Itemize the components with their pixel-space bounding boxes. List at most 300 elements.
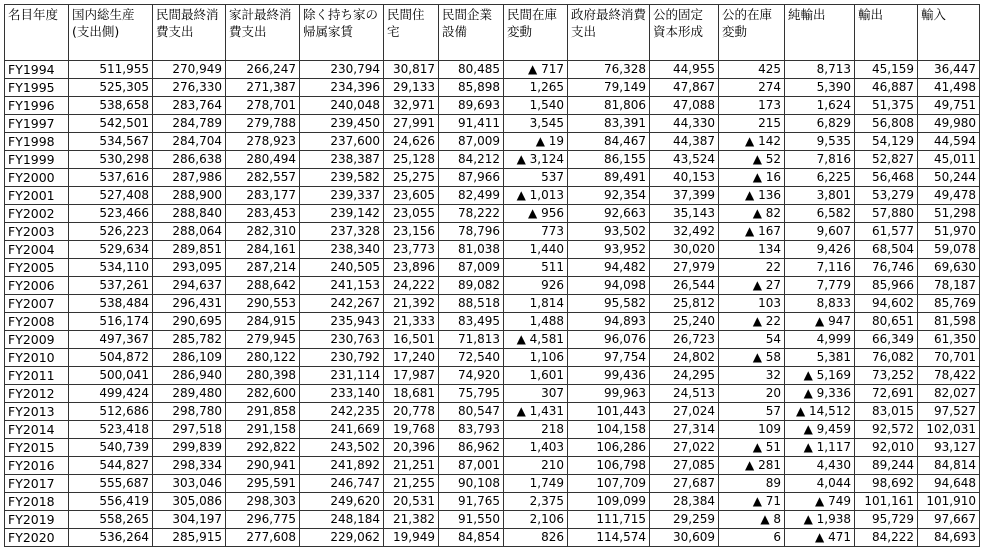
value-cell[interactable]: 111,715	[568, 511, 650, 529]
value-cell[interactable]: 69,630	[918, 259, 980, 277]
value-cell[interactable]: ▲ 142	[719, 133, 785, 151]
value-cell[interactable]: 516,174	[69, 313, 153, 331]
value-cell[interactable]: ▲ 14,512	[785, 403, 855, 421]
value-cell[interactable]: 109	[719, 421, 785, 439]
value-cell[interactable]: 231,114	[300, 367, 384, 385]
value-cell[interactable]: 54	[719, 331, 785, 349]
value-cell[interactable]: 523,466	[69, 205, 153, 223]
value-cell[interactable]: 523,418	[69, 421, 153, 439]
value-cell[interactable]: 289,851	[153, 241, 226, 259]
value-cell[interactable]: 81,806	[568, 97, 650, 115]
value-cell[interactable]: 530,298	[69, 151, 153, 169]
value-cell[interactable]: 27,314	[650, 421, 719, 439]
value-cell[interactable]: 49,478	[918, 187, 980, 205]
column-header[interactable]: 家計最終消費支出	[226, 5, 300, 61]
value-cell[interactable]: 538,658	[69, 97, 153, 115]
value-cell[interactable]: 83,015	[855, 403, 918, 421]
value-cell[interactable]: ▲ 16	[719, 169, 785, 187]
value-cell[interactable]: 542,501	[69, 115, 153, 133]
value-cell[interactable]: 109,099	[568, 493, 650, 511]
value-cell[interactable]: ▲ 947	[785, 313, 855, 331]
value-cell[interactable]: 26,723	[650, 331, 719, 349]
column-header[interactable]: 国内総生産(支出側)	[69, 5, 153, 61]
value-cell[interactable]: 98,692	[855, 475, 918, 493]
value-cell[interactable]: 59,078	[918, 241, 980, 259]
year-cell[interactable]: FY2017	[5, 475, 69, 493]
value-cell[interactable]: 73,252	[855, 367, 918, 385]
column-header[interactable]: 公的在庫変動	[719, 5, 785, 61]
value-cell[interactable]: 16,501	[384, 331, 439, 349]
value-cell[interactable]: 289,480	[153, 385, 226, 403]
value-cell[interactable]: 91,550	[439, 511, 504, 529]
value-cell[interactable]: 25,812	[650, 295, 719, 313]
year-cell[interactable]: FY2003	[5, 223, 69, 241]
value-cell[interactable]: 6,225	[785, 169, 855, 187]
value-cell[interactable]: 87,001	[439, 457, 504, 475]
value-cell[interactable]: 24,222	[384, 277, 439, 295]
column-header[interactable]: 民間企業設備	[439, 5, 504, 61]
value-cell[interactable]: 21,392	[384, 295, 439, 313]
value-cell[interactable]: 56,808	[855, 115, 918, 133]
value-cell[interactable]: 86,962	[439, 439, 504, 457]
value-cell[interactable]: 21,251	[384, 457, 439, 475]
value-cell[interactable]: 29,133	[384, 79, 439, 97]
value-cell[interactable]: 21,333	[384, 313, 439, 331]
value-cell[interactable]: 536,264	[69, 529, 153, 547]
value-cell[interactable]: 30,020	[650, 241, 719, 259]
value-cell[interactable]: ▲ 3,124	[504, 151, 568, 169]
year-cell[interactable]: FY2019	[5, 511, 69, 529]
value-cell[interactable]: 298,303	[226, 493, 300, 511]
value-cell[interactable]: 32	[719, 367, 785, 385]
value-cell[interactable]: 37,399	[650, 187, 719, 205]
value-cell[interactable]: 54,129	[855, 133, 918, 151]
value-cell[interactable]: 276,330	[153, 79, 226, 97]
value-cell[interactable]: 28,384	[650, 493, 719, 511]
value-cell[interactable]: 20,778	[384, 403, 439, 421]
value-cell[interactable]: 280,122	[226, 349, 300, 367]
value-cell[interactable]: 173	[719, 97, 785, 115]
value-cell[interactable]: 270,949	[153, 61, 226, 79]
value-cell[interactable]: 78,222	[439, 205, 504, 223]
value-cell[interactable]: 86,155	[568, 151, 650, 169]
column-header[interactable]: 民間住宅	[384, 5, 439, 61]
value-cell[interactable]: 53,279	[855, 187, 918, 205]
value-cell[interactable]: 87,009	[439, 259, 504, 277]
value-cell[interactable]: 21,255	[384, 475, 439, 493]
value-cell[interactable]: 24,626	[384, 133, 439, 151]
value-cell[interactable]: ▲ 471	[785, 529, 855, 547]
value-cell[interactable]: 3,801	[785, 187, 855, 205]
value-cell[interactable]: 1,488	[504, 313, 568, 331]
value-cell[interactable]: 284,704	[153, 133, 226, 151]
value-cell[interactable]: 304,197	[153, 511, 226, 529]
value-cell[interactable]: 277,608	[226, 529, 300, 547]
value-cell[interactable]: 107,709	[568, 475, 650, 493]
value-cell[interactable]: 27,979	[650, 259, 719, 277]
value-cell[interactable]: 3,545	[504, 115, 568, 133]
value-cell[interactable]: 215	[719, 115, 785, 133]
value-cell[interactable]: 83,793	[439, 421, 504, 439]
value-cell[interactable]: 534,567	[69, 133, 153, 151]
value-cell[interactable]: 25,275	[384, 169, 439, 187]
value-cell[interactable]: 45,159	[855, 61, 918, 79]
value-cell[interactable]: 280,398	[226, 367, 300, 385]
value-cell[interactable]: 537,616	[69, 169, 153, 187]
value-cell[interactable]: 299,839	[153, 439, 226, 457]
value-cell[interactable]: 241,153	[300, 277, 384, 295]
value-cell[interactable]: 93,127	[918, 439, 980, 457]
value-cell[interactable]: 218	[504, 421, 568, 439]
value-cell[interactable]: 291,858	[226, 403, 300, 421]
column-header[interactable]: 輸入	[918, 5, 980, 61]
value-cell[interactable]: 96,076	[568, 331, 650, 349]
value-cell[interactable]: 44,955	[650, 61, 719, 79]
value-cell[interactable]: 49,980	[918, 115, 980, 133]
value-cell[interactable]: 27,687	[650, 475, 719, 493]
value-cell[interactable]: 17,987	[384, 367, 439, 385]
value-cell[interactable]: 6,582	[785, 205, 855, 223]
year-cell[interactable]: FY2018	[5, 493, 69, 511]
value-cell[interactable]: 40,153	[650, 169, 719, 187]
value-cell[interactable]: 504,872	[69, 349, 153, 367]
value-cell[interactable]: 286,940	[153, 367, 226, 385]
value-cell[interactable]: ▲ 19	[504, 133, 568, 151]
value-cell[interactable]: 44,330	[650, 115, 719, 133]
value-cell[interactable]: 230,794	[300, 61, 384, 79]
value-cell[interactable]: 23,896	[384, 259, 439, 277]
value-cell[interactable]: 239,142	[300, 205, 384, 223]
value-cell[interactable]: ▲ 167	[719, 223, 785, 241]
value-cell[interactable]: 68,504	[855, 241, 918, 259]
value-cell[interactable]: 23,156	[384, 223, 439, 241]
value-cell[interactable]: 1,440	[504, 241, 568, 259]
value-cell[interactable]: 248,184	[300, 511, 384, 529]
value-cell[interactable]: 90,108	[439, 475, 504, 493]
value-cell[interactable]: 1,749	[504, 475, 568, 493]
value-cell[interactable]: 106,286	[568, 439, 650, 457]
value-cell[interactable]: 298,780	[153, 403, 226, 421]
value-cell[interactable]: 926	[504, 277, 568, 295]
value-cell[interactable]: 70,701	[918, 349, 980, 367]
value-cell[interactable]: 297,518	[153, 421, 226, 439]
value-cell[interactable]: 4,999	[785, 331, 855, 349]
value-cell[interactable]: 287,214	[226, 259, 300, 277]
column-header[interactable]: 名目年度	[5, 5, 69, 61]
value-cell[interactable]: 537	[504, 169, 568, 187]
value-cell[interactable]: 284,915	[226, 313, 300, 331]
value-cell[interactable]: 239,582	[300, 169, 384, 187]
value-cell[interactable]: 534,110	[69, 259, 153, 277]
value-cell[interactable]: 89,082	[439, 277, 504, 295]
value-cell[interactable]: 239,337	[300, 187, 384, 205]
value-cell[interactable]: 238,387	[300, 151, 384, 169]
value-cell[interactable]: 296,431	[153, 295, 226, 313]
value-cell[interactable]: 35,143	[650, 205, 719, 223]
value-cell[interactable]: 288,642	[226, 277, 300, 295]
value-cell[interactable]: ▲ 9,336	[785, 385, 855, 403]
value-cell[interactable]: 287,986	[153, 169, 226, 187]
value-cell[interactable]: 43,524	[650, 151, 719, 169]
value-cell[interactable]: 30,817	[384, 61, 439, 79]
value-cell[interactable]: 49,751	[918, 97, 980, 115]
value-cell[interactable]: 512,686	[69, 403, 153, 421]
value-cell[interactable]: 32,492	[650, 223, 719, 241]
value-cell[interactable]: 23,605	[384, 187, 439, 205]
column-header[interactable]: 純輸出	[785, 5, 855, 61]
value-cell[interactable]: 92,663	[568, 205, 650, 223]
value-cell[interactable]: 76,328	[568, 61, 650, 79]
value-cell[interactable]: ▲ 717	[504, 61, 568, 79]
value-cell[interactable]: 305,086	[153, 493, 226, 511]
value-cell[interactable]: 80,547	[439, 403, 504, 421]
value-cell[interactable]: 295,591	[226, 475, 300, 493]
value-cell[interactable]: 51,298	[918, 205, 980, 223]
value-cell[interactable]: 4,430	[785, 457, 855, 475]
value-cell[interactable]: 22	[719, 259, 785, 277]
value-cell[interactable]: 99,436	[568, 367, 650, 385]
value-cell[interactable]: 45,011	[918, 151, 980, 169]
value-cell[interactable]: 91,411	[439, 115, 504, 133]
value-cell[interactable]: 92,572	[855, 421, 918, 439]
value-cell[interactable]: 242,235	[300, 403, 384, 421]
value-cell[interactable]: 9,607	[785, 223, 855, 241]
value-cell[interactable]: 6	[719, 529, 785, 547]
value-cell[interactable]: ▲ 4,581	[504, 331, 568, 349]
value-cell[interactable]: 229,062	[300, 529, 384, 547]
value-cell[interactable]: 84,854	[439, 529, 504, 547]
value-cell[interactable]: ▲ 1,013	[504, 187, 568, 205]
value-cell[interactable]: 298,334	[153, 457, 226, 475]
value-cell[interactable]: 30,609	[650, 529, 719, 547]
year-cell[interactable]: FY2007	[5, 295, 69, 313]
value-cell[interactable]: 44,594	[918, 133, 980, 151]
value-cell[interactable]: 243,502	[300, 439, 384, 457]
value-cell[interactable]: 280,494	[226, 151, 300, 169]
value-cell[interactable]: 25,240	[650, 313, 719, 331]
value-cell[interactable]: 78,796	[439, 223, 504, 241]
value-cell[interactable]: 84,693	[918, 529, 980, 547]
value-cell[interactable]: 24,802	[650, 349, 719, 367]
value-cell[interactable]: 7,816	[785, 151, 855, 169]
value-cell[interactable]: 80,485	[439, 61, 504, 79]
value-cell[interactable]: ▲ 1,431	[504, 403, 568, 421]
value-cell[interactable]: 266,247	[226, 61, 300, 79]
value-cell[interactable]: 240,048	[300, 97, 384, 115]
value-cell[interactable]: 23,773	[384, 241, 439, 259]
value-cell[interactable]: 92,354	[568, 187, 650, 205]
value-cell[interactable]: 18,681	[384, 385, 439, 403]
value-cell[interactable]: 82,027	[918, 385, 980, 403]
value-cell[interactable]: 72,540	[439, 349, 504, 367]
value-cell[interactable]: ▲ 5,169	[785, 367, 855, 385]
year-cell[interactable]: FY1996	[5, 97, 69, 115]
year-cell[interactable]: FY2015	[5, 439, 69, 457]
value-cell[interactable]: 78,422	[918, 367, 980, 385]
value-cell[interactable]: 94,098	[568, 277, 650, 295]
value-cell[interactable]: 51,375	[855, 97, 918, 115]
value-cell[interactable]: ▲ 51	[719, 439, 785, 457]
value-cell[interactable]: 544,827	[69, 457, 153, 475]
value-cell[interactable]: 283,764	[153, 97, 226, 115]
value-cell[interactable]: 294,637	[153, 277, 226, 295]
value-cell[interactable]: 290,695	[153, 313, 226, 331]
value-cell[interactable]: 27,022	[650, 439, 719, 457]
value-cell[interactable]: 94,893	[568, 313, 650, 331]
value-cell[interactable]: ▲ 8	[719, 511, 785, 529]
value-cell[interactable]: 93,502	[568, 223, 650, 241]
value-cell[interactable]: ▲ 82	[719, 205, 785, 223]
value-cell[interactable]: 230,792	[300, 349, 384, 367]
value-cell[interactable]: 233,140	[300, 385, 384, 403]
value-cell[interactable]: 17,240	[384, 349, 439, 367]
value-cell[interactable]: ▲ 58	[719, 349, 785, 367]
value-cell[interactable]: 27,085	[650, 457, 719, 475]
year-cell[interactable]: FY2011	[5, 367, 69, 385]
value-cell[interactable]: 104,158	[568, 421, 650, 439]
value-cell[interactable]: 57	[719, 403, 785, 421]
value-cell[interactable]: 94,648	[918, 475, 980, 493]
value-cell[interactable]: 7,779	[785, 277, 855, 295]
value-cell[interactable]: 285,915	[153, 529, 226, 547]
value-cell[interactable]: 291,158	[226, 421, 300, 439]
value-cell[interactable]: 88,518	[439, 295, 504, 313]
value-cell[interactable]: 84,222	[855, 529, 918, 547]
year-cell[interactable]: FY2006	[5, 277, 69, 295]
value-cell[interactable]: 102,031	[918, 421, 980, 439]
value-cell[interactable]: 52,827	[855, 151, 918, 169]
year-cell[interactable]: FY2004	[5, 241, 69, 259]
value-cell[interactable]: 46,887	[855, 79, 918, 97]
column-header[interactable]: 輸出	[855, 5, 918, 61]
value-cell[interactable]: 1,265	[504, 79, 568, 97]
value-cell[interactable]: 1,814	[504, 295, 568, 313]
value-cell[interactable]: 76,082	[855, 349, 918, 367]
value-cell[interactable]: 20,396	[384, 439, 439, 457]
value-cell[interactable]: 81,598	[918, 313, 980, 331]
value-cell[interactable]: ▲ 956	[504, 205, 568, 223]
value-cell[interactable]: 241,669	[300, 421, 384, 439]
value-cell[interactable]: 234,396	[300, 79, 384, 97]
value-cell[interactable]: 27,991	[384, 115, 439, 133]
value-cell[interactable]: 44,387	[650, 133, 719, 151]
value-cell[interactable]: 4,044	[785, 475, 855, 493]
column-header[interactable]: 公的固定資本形成	[650, 5, 719, 61]
value-cell[interactable]: 278,923	[226, 133, 300, 151]
value-cell[interactable]: 89	[719, 475, 785, 493]
value-cell[interactable]: 288,840	[153, 205, 226, 223]
value-cell[interactable]: 61,350	[918, 331, 980, 349]
value-cell[interactable]: ▲ 9,459	[785, 421, 855, 439]
value-cell[interactable]: 558,265	[69, 511, 153, 529]
value-cell[interactable]: 84,814	[918, 457, 980, 475]
value-cell[interactable]: 529,634	[69, 241, 153, 259]
value-cell[interactable]: 2,106	[504, 511, 568, 529]
value-cell[interactable]: 1,106	[504, 349, 568, 367]
value-cell[interactable]: 83,391	[568, 115, 650, 133]
value-cell[interactable]: 91,765	[439, 493, 504, 511]
value-cell[interactable]: 288,900	[153, 187, 226, 205]
value-cell[interactable]: 1,601	[504, 367, 568, 385]
value-cell[interactable]: 235,943	[300, 313, 384, 331]
year-cell[interactable]: FY2009	[5, 331, 69, 349]
column-header[interactable]: 政府最終消費支出	[568, 5, 650, 61]
value-cell[interactable]: 230,763	[300, 331, 384, 349]
value-cell[interactable]: 282,557	[226, 169, 300, 187]
value-cell[interactable]: 74,920	[439, 367, 504, 385]
column-header[interactable]: 民間最終消費支出	[153, 5, 226, 61]
value-cell[interactable]: 92,010	[855, 439, 918, 457]
year-cell[interactable]: FY1999	[5, 151, 69, 169]
value-cell[interactable]: 93,952	[568, 241, 650, 259]
value-cell[interactable]: 555,687	[69, 475, 153, 493]
value-cell[interactable]: 29,259	[650, 511, 719, 529]
value-cell[interactable]: 826	[504, 529, 568, 547]
value-cell[interactable]: 286,109	[153, 349, 226, 367]
year-cell[interactable]: FY2012	[5, 385, 69, 403]
year-cell[interactable]: FY2000	[5, 169, 69, 187]
value-cell[interactable]: 25,128	[384, 151, 439, 169]
value-cell[interactable]: 32,971	[384, 97, 439, 115]
value-cell[interactable]: 8,713	[785, 61, 855, 79]
year-cell[interactable]: FY2014	[5, 421, 69, 439]
value-cell[interactable]: 556,419	[69, 493, 153, 511]
value-cell[interactable]: 240,505	[300, 259, 384, 277]
value-cell[interactable]: 89,491	[568, 169, 650, 187]
value-cell[interactable]: 21,382	[384, 511, 439, 529]
value-cell[interactable]: 293,095	[153, 259, 226, 277]
value-cell[interactable]: 87,009	[439, 133, 504, 151]
value-cell[interactable]: 773	[504, 223, 568, 241]
value-cell[interactable]: 499,424	[69, 385, 153, 403]
value-cell[interactable]: 41,498	[918, 79, 980, 97]
value-cell[interactable]: 271,387	[226, 79, 300, 97]
value-cell[interactable]: 540,739	[69, 439, 153, 457]
value-cell[interactable]: 6,829	[785, 115, 855, 133]
value-cell[interactable]: 238,340	[300, 241, 384, 259]
value-cell[interactable]: 5,390	[785, 79, 855, 97]
value-cell[interactable]: 84,212	[439, 151, 504, 169]
value-cell[interactable]: 237,600	[300, 133, 384, 151]
value-cell[interactable]: 47,867	[650, 79, 719, 97]
value-cell[interactable]: ▲ 281	[719, 457, 785, 475]
column-header[interactable]: 除く持ち家の帰属家賃	[300, 5, 384, 61]
value-cell[interactable]: 19,949	[384, 529, 439, 547]
year-cell[interactable]: FY2005	[5, 259, 69, 277]
value-cell[interactable]: 24,295	[650, 367, 719, 385]
value-cell[interactable]: 274	[719, 79, 785, 97]
value-cell[interactable]: 1,403	[504, 439, 568, 457]
year-cell[interactable]: FY2020	[5, 529, 69, 547]
value-cell[interactable]: 8,833	[785, 295, 855, 313]
value-cell[interactable]: 103	[719, 295, 785, 313]
value-cell[interactable]: 279,788	[226, 115, 300, 133]
value-cell[interactable]: 283,453	[226, 205, 300, 223]
value-cell[interactable]: 527,408	[69, 187, 153, 205]
value-cell[interactable]: ▲ 1,938	[785, 511, 855, 529]
value-cell[interactable]: 71,813	[439, 331, 504, 349]
value-cell[interactable]: 511,955	[69, 61, 153, 79]
value-cell[interactable]: 56,468	[855, 169, 918, 187]
value-cell[interactable]: 282,310	[226, 223, 300, 241]
value-cell[interactable]: 80,651	[855, 313, 918, 331]
value-cell[interactable]: 72,691	[855, 385, 918, 403]
value-cell[interactable]: 101,910	[918, 493, 980, 511]
value-cell[interactable]: ▲ 27	[719, 277, 785, 295]
value-cell[interactable]: 75,795	[439, 385, 504, 403]
value-cell[interactable]: 284,789	[153, 115, 226, 133]
value-cell[interactable]: 9,535	[785, 133, 855, 151]
